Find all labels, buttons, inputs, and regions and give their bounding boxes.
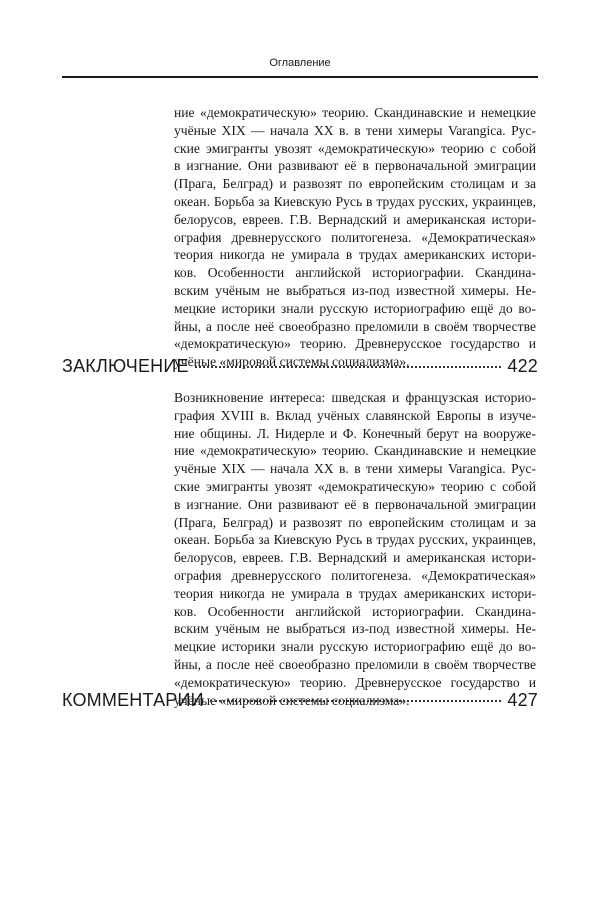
summary-line: теория никогда не умирала в трудах американских истори- bbox=[174, 247, 536, 263]
summary-line: «демократическую» теорию. Древнерусское государство и bbox=[174, 674, 536, 690]
summary-line: ние «демократическую» теорию. Скандинавские и немецкие bbox=[174, 443, 536, 459]
summary-line: ков. Особенности английской историографии. Скандина- bbox=[174, 603, 536, 619]
summary-line: ние «демократическую» теорию. Скандинавские и немецкие bbox=[174, 105, 536, 120]
dot-leader bbox=[195, 366, 502, 368]
summary-line: учёные XIX — начала XX в. в тени химеры Varangica. Рус- bbox=[174, 122, 536, 138]
summary-line: Возникновение интереса: шведская и французская историо- bbox=[174, 390, 536, 405]
toc-entry-commentary[interactable] bbox=[62, 690, 538, 711]
conclusion-summary bbox=[174, 389, 536, 709]
summary-line: вским учёным не выбраться из-под известной химеры. Не- bbox=[174, 621, 536, 637]
summary-line: ография древнерусского политогенеза. «Демократическая» bbox=[174, 229, 536, 245]
toc-page-number: 427 bbox=[507, 690, 538, 710]
summary-line: белорусов, евреев. Г.В. Вернадский и американская истори- bbox=[174, 211, 536, 227]
summary-line: (Прага, Белград) и развозят по европейским столицам и за bbox=[174, 514, 536, 530]
summary-line: океан. Борьба за Киевскую Русь в трудах русских, украинцев, bbox=[174, 193, 536, 209]
summary-line: белорусов, евреев. Г.В. Вернадский и американская истори- bbox=[174, 550, 536, 566]
summary-line: ография древнерусского политогенеза. «Демократическая» bbox=[174, 567, 536, 583]
summary-line: учёные «мировой системы социализма». bbox=[174, 354, 410, 370]
summary-line: теория никогда не умирала в трудах американских истори- bbox=[174, 585, 536, 601]
summary-line: графия XVIII в. Вклад учёных славянской Европы в изуче- bbox=[174, 407, 536, 423]
continued-summary bbox=[174, 104, 536, 371]
summary-line: ков. Особенности английской историографии. Скандина- bbox=[174, 265, 536, 281]
dot-leader bbox=[210, 700, 502, 702]
summary-line: вским учёным не выбраться из-под известной химеры. Не- bbox=[174, 282, 536, 298]
toc-entry-conclusion[interactable] bbox=[62, 356, 538, 377]
summary-line: (Прага, Белград) и развозят по европейским столицам и за bbox=[174, 176, 536, 192]
summary-line: учёные «мировой системы социализма». bbox=[174, 692, 410, 708]
summary-line: ние общины. Л. Нидерле и Ф. Конечный берут на вооруже- bbox=[174, 425, 536, 441]
summary-line: мецкие историки знали русскую историографию ещё до во- bbox=[174, 300, 536, 316]
toc-entry-title: ЗАКЛЮЧЕНИЕ bbox=[62, 356, 189, 376]
summary-line: ские эмигранты увозят «демократическую» теорию с собой bbox=[174, 140, 536, 156]
summary-line: «демократическую» теорию. Древнерусское государство и bbox=[174, 336, 536, 352]
summary-line: учёные XIX — начала XX в. в тени химеры Varangica. Рус- bbox=[174, 461, 536, 477]
toc-page-number: 422 bbox=[507, 356, 538, 376]
summary-line: йны, а после неё своеобразно преломили в своём творчестве bbox=[174, 656, 536, 672]
summary-line: йны, а после неё своеобразно преломили в своём творчестве bbox=[174, 318, 536, 334]
summary-line: ские эмигранты увозят «демократическую» теорию с собой bbox=[174, 478, 536, 494]
summary-line: в изгнание. Они развивают её в первоначальной эмиграции bbox=[174, 496, 536, 512]
summary-line: мецкие историки знали русскую историографию ещё до во- bbox=[174, 639, 536, 655]
summary-line: океан. Борьба за Киевскую Русь в трудах русских, украинцев, bbox=[174, 532, 536, 548]
toc-entry-title: КОММЕНТАРИИ bbox=[62, 690, 204, 710]
running-head: Оглавление bbox=[269, 57, 331, 69]
header-rule bbox=[62, 76, 538, 78]
summary-line: в изгнание. Они развивают её в первоначальной эмиграции bbox=[174, 158, 536, 174]
